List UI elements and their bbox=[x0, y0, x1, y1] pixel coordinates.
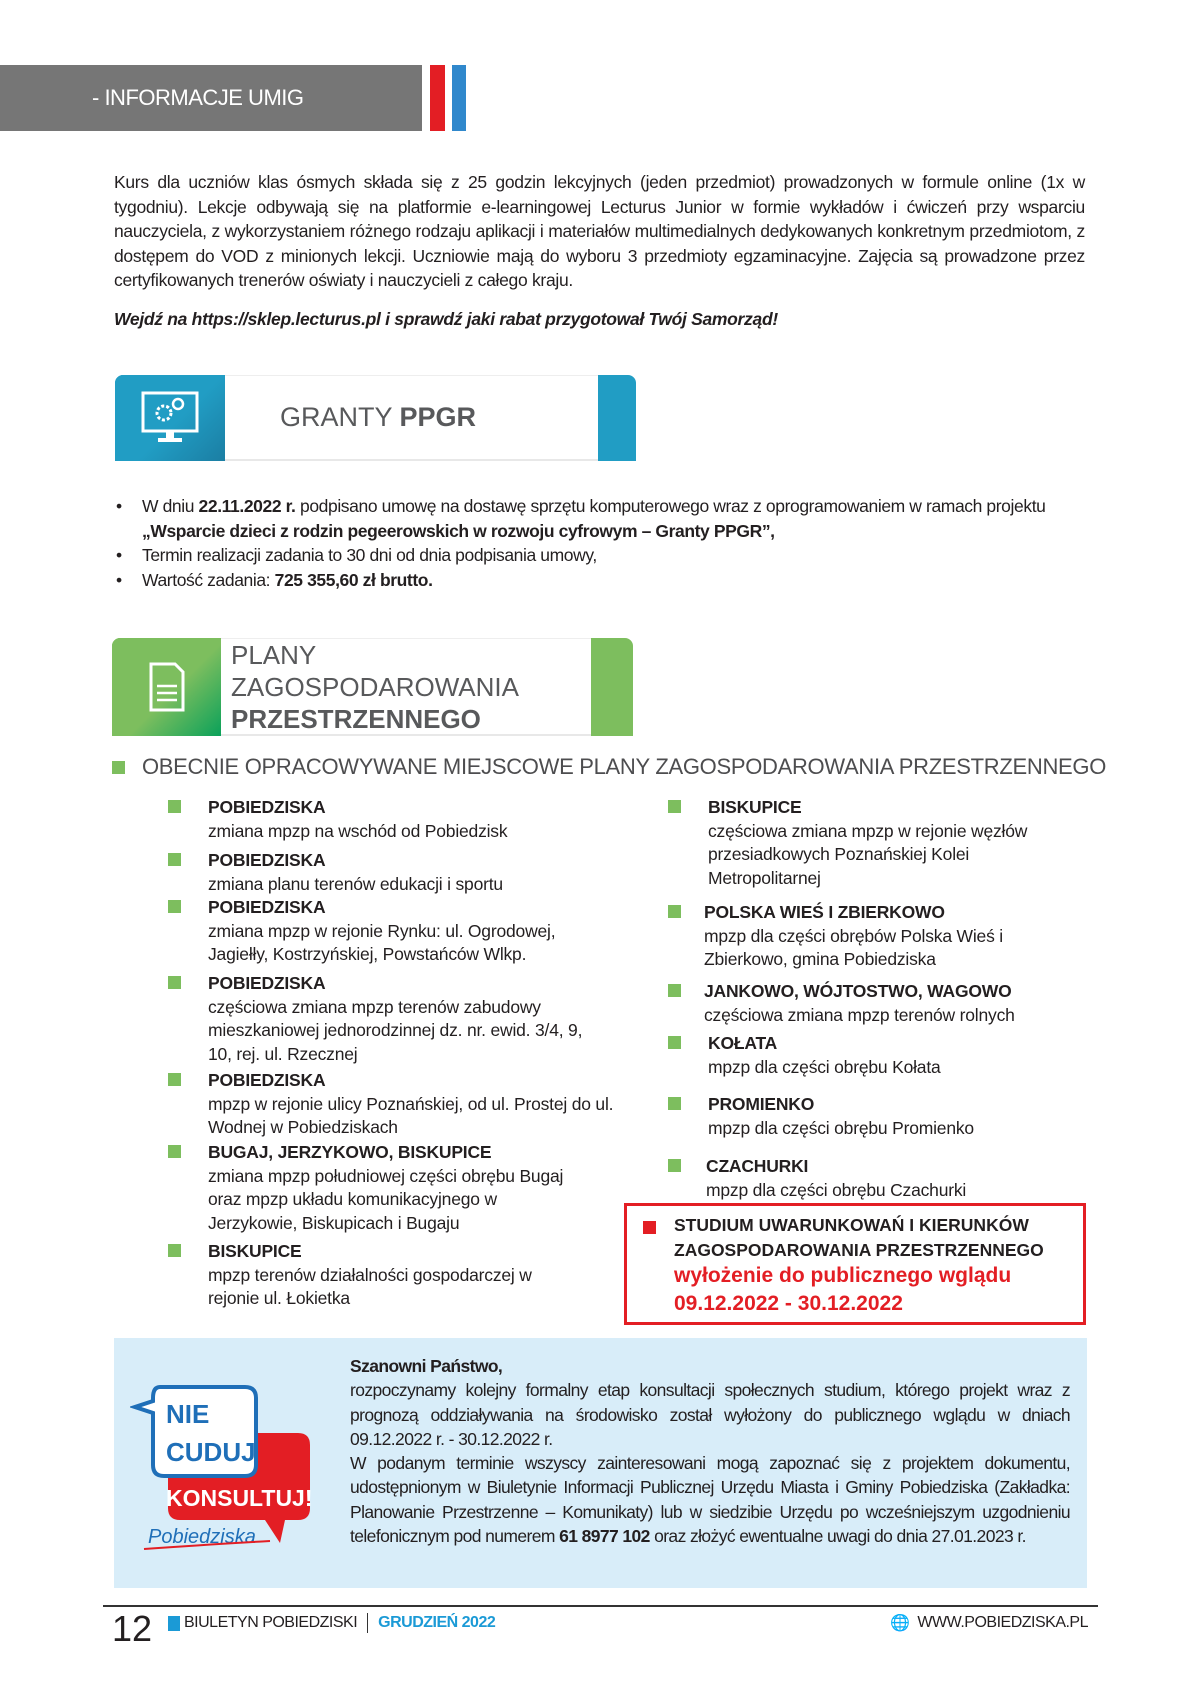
greeting: Szanowni Państwo, bbox=[350, 1356, 503, 1376]
red-square-icon bbox=[643, 1221, 656, 1234]
granty-title-light: GRANTY bbox=[280, 402, 400, 432]
intro-paragraph: Kurs dla uczniów klas ósmych składa się z 25 godzin lekcyjnych (jeden przedmiot) prowadzonych w formule online (1x w tygodniu). Lekcje odbywają się na platformie e-learningowej Lecturus Junior w formie wykładów i ćwiczeń przy wsparciu nauczyciela, z wykorzystaniem różnego rodzaju aplikacji i materiałów multimedialnych dedykowanych konkretnym przedmiotom, z dostępem do VOD z minionych lekcji. Uczniowie mają do wyboru 3 przedmioty egzaminacyjne. Zajęcia są prowadzone przez certyfikowanych trenerów oświaty i nauczycieli z całego kraju. bbox=[114, 172, 1085, 290]
footer-title: BIULETYN POBIEDZISKI GRUDZIEŃ 2022 bbox=[168, 1613, 495, 1633]
red-stripe bbox=[430, 65, 445, 131]
plan-item: JANKOWO, WÓJTOSTWO, WAGOWO częściowa zmiana mpzp terenów rolnych bbox=[704, 980, 1084, 1027]
footer-divider bbox=[103, 1605, 1098, 1607]
phone-number: 61 8977 102 bbox=[559, 1526, 650, 1547]
plany-title-bold: PRZESTRZENNEGO bbox=[231, 703, 481, 734]
svg-text:Pobiedziska: Pobiedziska bbox=[148, 1526, 256, 1548]
studium-box: STUDIUM UWARUNKOWAŃ I KIERUNKÓW ZAGOSPODAROWANIA PRZESTRZENNEGO wyłożenie do publicznego wglądu 09.12.2022 - 30.12.2022 bbox=[624, 1203, 1086, 1325]
computer-gears-icon bbox=[115, 375, 225, 461]
studium-note: wyłożenie do publicznego wglądu bbox=[674, 1264, 1012, 1287]
promo-link-text[interactable]: Wejdź na https://sklep.lecturus.pl i sprawdź jaki rabat przygotował Twój Samorząd! bbox=[114, 309, 778, 329]
plan-item: KOŁATA mpzp dla części obrębu Kołata bbox=[708, 1032, 1068, 1079]
svg-text:NIE: NIE bbox=[166, 1399, 210, 1429]
plan-item: POBIEDZISKA zmiana planu terenów edukacji i sportu bbox=[208, 849, 628, 896]
green-square-icon bbox=[112, 761, 125, 774]
plan-item: BISKUPICE mpzp terenów działalności gospodarczej w rejonie ul. Łokietka bbox=[208, 1240, 578, 1311]
svg-text:KONSULTUJ!: KONSULTUJ! bbox=[166, 1485, 313, 1511]
document-icon bbox=[112, 638, 221, 736]
section-header: - INFORMACJE UMIG bbox=[0, 65, 422, 131]
plany-banner bbox=[112, 638, 633, 736]
svg-text:CUDUJ: CUDUJ bbox=[166, 1437, 256, 1467]
plan-item: POBIEDZISKA mpzp w rejonie ulicy Poznańskiej, od ul. Prostej do ul. Wodnej w Pobiedziskach bbox=[208, 1069, 618, 1140]
globe-icon: 🌐 bbox=[890, 1615, 910, 1632]
plan-item: POBIEDZISKA zmiana mpzp w rejonie Rynku: ul. Ogrodowej, Jagiełły, Kostrzyńskiej, Powstańców Wlkp. bbox=[208, 896, 608, 967]
plan-item: BISKUPICE częściowa zmiana mpzp w rejonie węzłów przesiadkowych Poznańskiej Kolei Metropolitarnej bbox=[708, 796, 1028, 890]
granty-banner bbox=[115, 375, 636, 461]
plan-item: POBIEDZISKA częściowa zmiana mpzp terenów zabudowy mieszkaniowej jednorodzinnej dz. nr. ewid. 3/4, 9, 10, rej. ul. Rzecznej bbox=[208, 972, 598, 1066]
plan-item: CZACHURKI mpzp dla części obrębu Czachurki bbox=[706, 1155, 1066, 1202]
plany-title-light: PLANY ZAGOSPODAROWANIA bbox=[231, 639, 519, 702]
footer-website[interactable]: 🌐 WWW.POBIEDZISKA.PL bbox=[890, 1614, 1088, 1632]
granty-bullets bbox=[116, 494, 1096, 592]
plans-heading: OBECNIE OPRACOWYWANE MIEJSCOWE PLANY ZAGOSPODAROWANIA PRZESTRZENNEGO bbox=[112, 754, 1106, 780]
plan-item: POLSKA WIEŚ I ZBIERKOWO mpzp dla części obrębów Polska Wieś i Zbierkowo, gmina Pobiedziska bbox=[704, 901, 1044, 972]
list-item: • Wartość zadania: 725 355,60 zł brutto. bbox=[116, 568, 1096, 593]
plan-item: POBIEDZISKA zmiana mpzp na wschód od Pobiedzisk bbox=[208, 796, 628, 843]
granty-title-bold: PPGR bbox=[399, 402, 477, 432]
consultation-letter: Szanowni Państwo, rozpoczynamy kolejny formalny etap konsultacji społecznych studium, którego projekt wraz z prognozą oddziaływania na środowisko został wyłożony do publicznego wglądu w dniach 09.12.2022 r. - 30.12.2022 r. W podanym terminie wszyscy zainteresowani mogą zapoznać się z projektem dokumentu, udostępnionym w Biuletynie Informacji Publicznej Urzędu Miasta i Gminy Pobiedziska (Zakładka: Planowanie Przestrzenne – Komunikaty) lub w siedzibie Urzędu po wcześniejszym uzgodnieniu telefonicznym pod numerem 61 8977 102 oraz złożyć ewentualne uwagi do dnia 27.01.2023 r. bbox=[350, 1356, 1070, 1547]
list-item: • Termin realizacji zadania to 30 dni od dnia podpisania umowy, bbox=[116, 543, 1096, 568]
studium-dates: 09.12.2022 - 30.12.2022 bbox=[674, 1292, 903, 1315]
plan-item: PROMIENKO mpzp dla części obrębu Promienko bbox=[708, 1093, 1068, 1140]
list-item: • W dniu 22.11.2022 r. podpisano umowę na dostawę sprzętu komputerowego wraz z oprogramowaniem w ramach projektu „Wsparcie dzieci z rodzin pegeerowskich w rozwoju cyfrowym – Granty PPGR”, bbox=[116, 494, 1096, 543]
blue-stripe bbox=[452, 65, 466, 131]
page-number: 12 bbox=[112, 1608, 153, 1649]
nie-cuduj-konsultuj-logo bbox=[130, 1383, 330, 1553]
plan-item: BUGAJ, JERZYKOWO, BISKUPICE zmiana mpzp południowej części obrębu Bugaj oraz mpzp układu komunikacyjnego w Jerzykowie, Biskupicach i Bugaju bbox=[208, 1141, 588, 1235]
